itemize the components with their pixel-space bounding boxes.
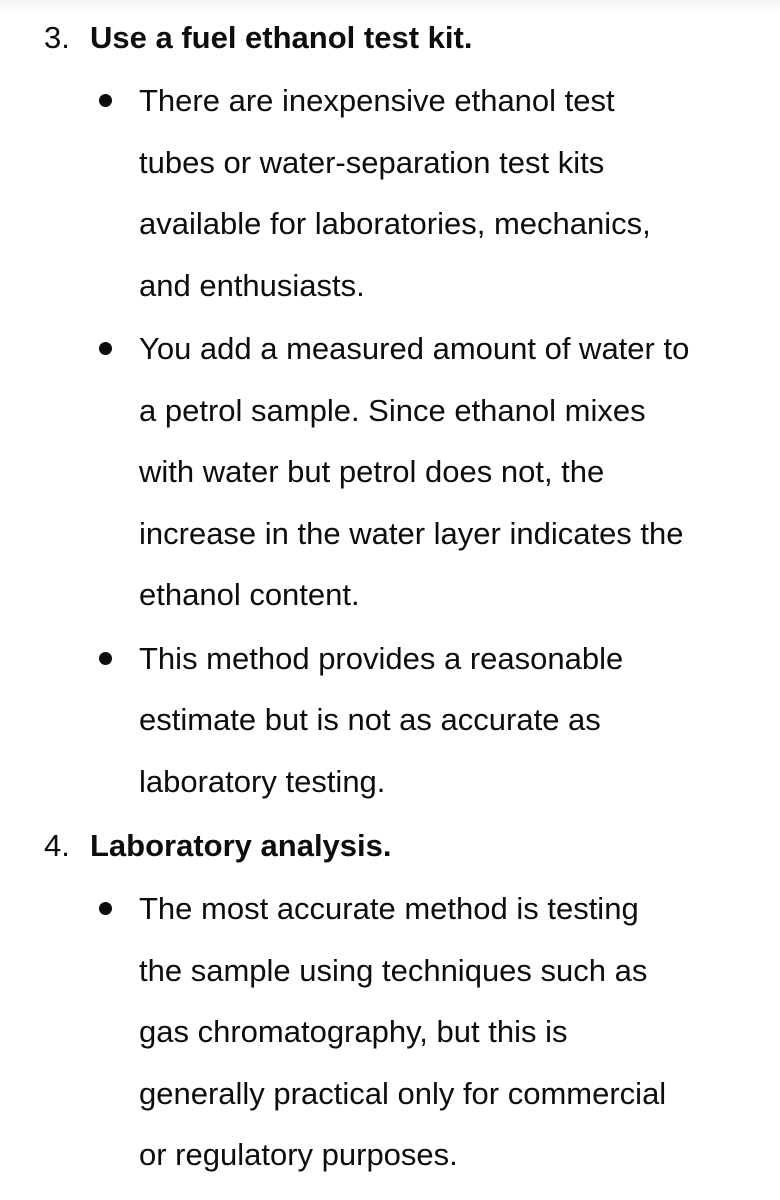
bullet-line: and enthusiasts. [139, 267, 365, 303]
bullet-line: tubes or water-separation test kits [139, 144, 605, 180]
step-heading [0, 6, 780, 70]
bullet-dot-icon [99, 652, 112, 665]
bullet-line: gas chromatography, but this is [139, 1014, 568, 1049]
bullet-line: estimate but is not as accurate as [139, 702, 601, 737]
bullet-dot-icon [99, 902, 112, 915]
step-number: 3. [44, 20, 70, 55]
bullet-line: There are inexpensive ethanol test [139, 83, 615, 118]
bullet-line: ethanol content. [139, 577, 360, 612]
bullet-list [0, 878, 780, 1186]
list-step-4 [0, 814, 780, 1186]
bullet-dot-icon [99, 94, 112, 107]
bullet-line: This method provides a reasonable [139, 640, 624, 676]
bullet-line: a petrol sample. Since ethanol mixes [139, 392, 646, 428]
step-title: Use a fuel ethanol test kit. [90, 20, 473, 55]
list-item [0, 628, 749, 813]
list-item [0, 878, 749, 1186]
message-content [0, 6, 780, 1188]
bullet-line: or regulatory purposes. [139, 1137, 458, 1172]
list-item [0, 70, 749, 316]
bullet-dot-icon [99, 342, 112, 355]
bullet-list [0, 70, 780, 812]
list-step-3 [0, 6, 780, 812]
bullet-line: increase in the water layer indicates the [139, 515, 684, 551]
step-heading [0, 814, 780, 878]
bullet-line: with water but petrol does not, the [139, 454, 605, 489]
list-item [0, 318, 749, 626]
bullet-line: The most accurate method is testing [139, 891, 639, 926]
bullet-line: available for laboratories, mechanics, [139, 206, 651, 241]
step-title: Laboratory analysis. [90, 828, 392, 863]
bullet-line: generally practical only for commercial [139, 1075, 667, 1111]
bullet-line: the sample using techniques such as [139, 952, 648, 988]
bullet-line: You add a measured amount of water to [139, 331, 690, 366]
step-number: 4. [44, 828, 70, 863]
bullet-line: laboratory testing. [139, 763, 386, 799]
